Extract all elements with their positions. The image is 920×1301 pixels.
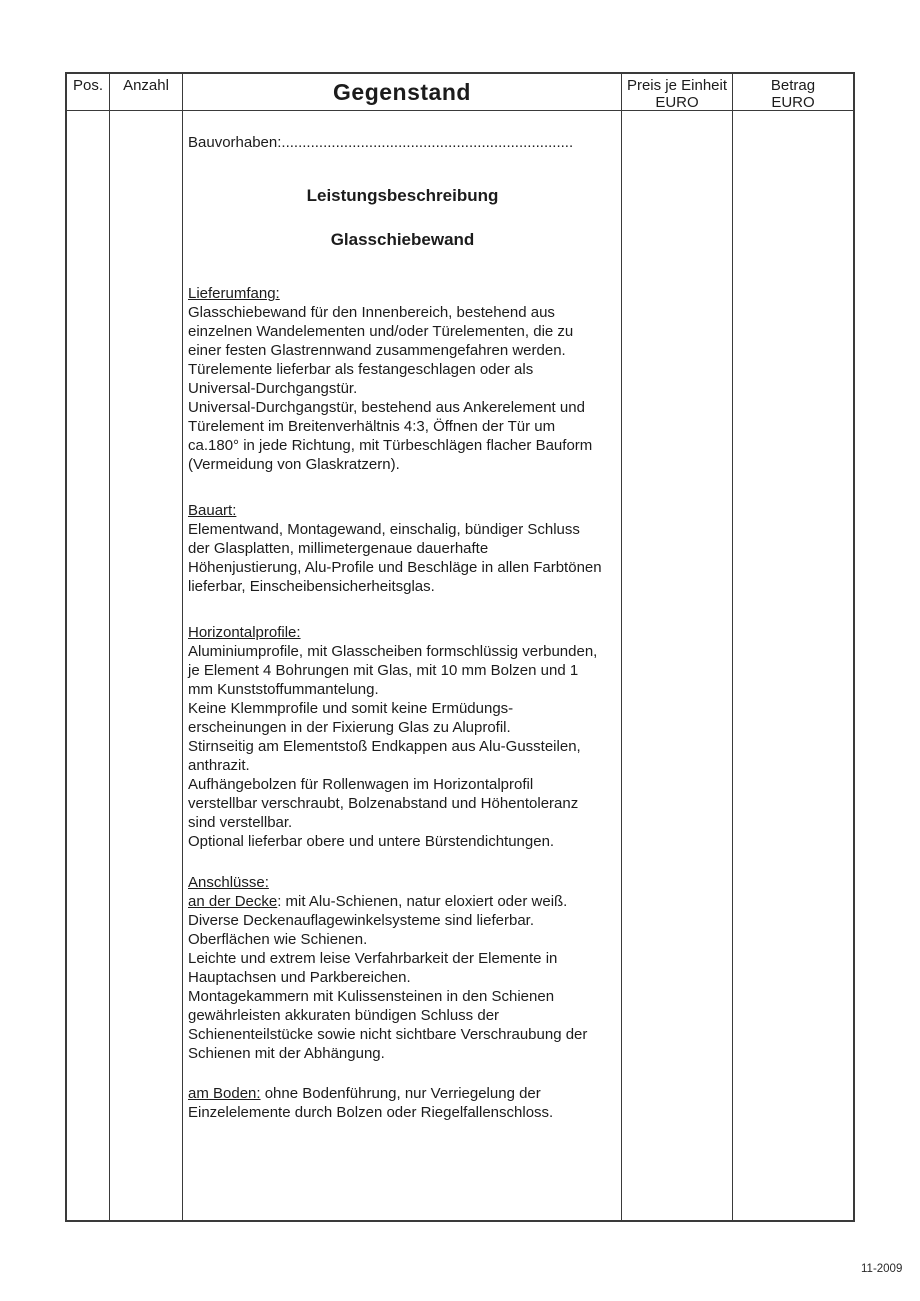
header-betrag	[733, 74, 853, 110]
header-anzahl-label: Anzahl	[123, 77, 169, 94]
header-anzahl	[110, 74, 183, 110]
spec-line: Glasschiebewand für den Innenbereich, bestehend aus	[188, 304, 555, 321]
table-header-row	[67, 74, 853, 111]
spec-line: Montagekammern mit Kulissensteinen in den Schienen	[188, 988, 555, 1005]
spec-line: Universal-Durchgangstür.	[188, 380, 358, 397]
header-pos-label: Pos.	[72, 77, 103, 94]
header-preis-currency: EURO	[655, 94, 699, 110]
underlined-label: Bauart:	[188, 502, 237, 519]
spec-line: an der Decke: mit Alu-Schienen, natur eloxiert oder weiß.	[188, 893, 568, 910]
spec-line: Keine Klemmprofile und somit keine Ermüdungs-	[188, 700, 514, 717]
header-betrag-label: Betrag	[770, 77, 816, 94]
spec-line	[188, 873, 617, 892]
spec-line: Stirnseitig am Elementstoß Endkappen aus Alu-Gussteilen,	[188, 738, 581, 755]
header-betrag-currency: EURO	[771, 94, 815, 110]
spec-line: der Glasplatten, millimetergenaue dauerhafte	[188, 540, 489, 557]
spec-line: (Vermeidung von Glaskratzern).	[188, 456, 400, 473]
spec-line	[188, 501, 617, 520]
spec-line: mm Kunststoffummantelung.	[188, 681, 379, 698]
header-gegenstand-label: Gegenstand	[333, 78, 471, 105]
bauvorhaben-line: Bauvorhaben:......................................................................	[188, 134, 574, 151]
cell-gegenstand-content	[183, 111, 622, 1220]
spec-line: Diverse Deckenauflagewinkelsysteme sind lieferbar.	[188, 912, 534, 929]
spec-line: lieferbar, Einscheibensicherheitsglas.	[188, 578, 435, 595]
spec-line: ca.180° in jede Richtung, mit Türbeschlägen flacher Bauform	[188, 437, 593, 454]
spec-line	[188, 623, 617, 642]
spec-line: Optional lieferbar obere und untere Bürstendichtungen.	[188, 833, 555, 850]
table-body-row	[67, 111, 853, 1220]
spec-line: einzelnen Wandelementen und/oder Türelementen, die zu	[188, 323, 574, 340]
spec-table	[65, 72, 855, 1222]
spec-line: sind verstellbar.	[188, 814, 293, 831]
underlined-label: Horizontalprofile:	[188, 624, 301, 641]
spec-line: anthrazit.	[188, 757, 250, 774]
spec-line: Aluminiumprofile, mit Glasscheiben formschlüssig verbunden,	[188, 643, 598, 660]
doc-title: Leistungsbeschreibung	[306, 186, 499, 205]
cell-anzahl-empty	[110, 111, 183, 1220]
cell-betrag-empty	[733, 111, 853, 1220]
spec-line: am Boden: ohne Bodenführung, nur Verriegelung der	[188, 1085, 541, 1102]
footer-version: 11-2009	[861, 1263, 903, 1275]
spec-section	[188, 284, 617, 474]
spec-line: Aufhängebolzen für Rollenwagen im Horizontalprofil	[188, 776, 534, 793]
spec-section	[188, 873, 617, 1063]
spec-line: Einzelelemente durch Bolzen oder Riegelfallenschloss.	[188, 1104, 554, 1121]
spec-line: Elementwand, Montagewand, einschalig, bündiger Schluss	[188, 521, 580, 538]
header-gegenstand	[183, 74, 622, 110]
header-pos	[67, 74, 110, 110]
spec-line: gewährleisten akkuraten bündigen Schluss der	[188, 1007, 500, 1024]
underlined-label: Lieferumfang:	[188, 285, 280, 302]
cell-pos-empty	[67, 111, 110, 1220]
header-preis-je-einheit	[622, 74, 733, 110]
spec-line: Türelement im Breitenverhältnis 4:3, Öffnen der Tür um	[188, 418, 556, 435]
spec-line: verstellbar verschraubt, Bolzenabstand und Höhentoleranz	[188, 795, 579, 812]
spec-section	[188, 501, 617, 596]
spec-line: Schienenteilstücke sowie nicht sichtbare Verschraubung der	[188, 1026, 588, 1043]
cell-preis-empty	[622, 111, 733, 1220]
spec-line: je Element 4 Bohrungen mit Glas, mit 10 mm Bolzen und 1	[188, 662, 579, 679]
spec-line: Türelemente lieferbar als festangeschlagen oder als	[188, 361, 534, 378]
spec-line	[188, 284, 617, 303]
spec-line: Universal-Durchgangstür, bestehend aus Ankerelement und	[188, 399, 585, 416]
spec-line: Leichte und extrem leise Verfahrbarkeit der Elemente in	[188, 950, 558, 967]
underlined-label: Anschlüsse:	[188, 874, 269, 891]
spec-line: Schienen mit der Abhängung.	[188, 1045, 385, 1062]
spec-line: Hauptachsen und Parkbereichen.	[188, 969, 411, 986]
underlined-label: an der Decke	[188, 893, 278, 910]
spec-section	[188, 623, 617, 851]
spec-section	[188, 1084, 617, 1122]
header-preis-label: Preis je Einheit	[626, 77, 728, 94]
spec-line: erscheinungen in der Fixierung Glas zu Aluprofil.	[188, 719, 511, 736]
spec-sections	[188, 284, 617, 1122]
spec-line: Höhenjustierung, Alu-Profile und Beschläge in allen Farbtönen	[188, 559, 602, 576]
spec-line: einer festen Glastrennwand zusammengefahren werden.	[188, 342, 566, 359]
doc-subtitle: Glasschiebewand	[330, 230, 475, 249]
underlined-label: am Boden:	[188, 1085, 261, 1102]
spec-line: Oberflächen wie Schienen.	[188, 931, 368, 948]
